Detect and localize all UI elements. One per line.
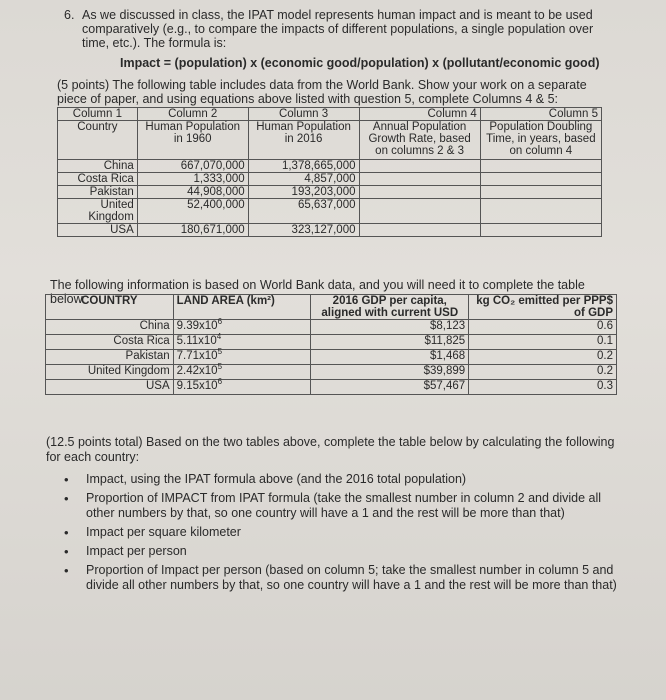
- col-number-2: Column 2: [137, 108, 248, 121]
- gdp-cell: $1,468: [311, 350, 469, 365]
- task-instructions: (12.5 points total) Based on the two tables above, complete the table below by calculating the following for each country:: [46, 435, 615, 464]
- table-row: [46, 350, 617, 365]
- table-row: [58, 186, 602, 199]
- country-cell: Pakistan: [58, 186, 138, 199]
- country-cell: China: [58, 160, 138, 173]
- table-row: [46, 365, 617, 380]
- table-row: [46, 335, 617, 350]
- table-row: [46, 320, 617, 335]
- co2-cell: 0.1: [469, 335, 617, 350]
- world-bank-intro: The following information is based on World Bank data, and you will need it to complete the table below.: [50, 278, 585, 306]
- country-cell: USA: [46, 380, 174, 395]
- col-number-1: Column 1: [58, 108, 138, 121]
- col-label-doubling-time: Population Doubling Time, in years, based on column 4: [480, 121, 601, 160]
- doubling-time-cell[interactable]: [480, 173, 601, 186]
- doubling-time-cell[interactable]: [480, 160, 601, 173]
- list-item: • Impact per square kilometer: [64, 525, 624, 540]
- pop1960-cell: 52,400,000: [137, 199, 248, 224]
- gdp-cell: $57,467: [311, 380, 469, 395]
- table-row: [58, 199, 602, 224]
- header-country: COUNTRY: [46, 295, 174, 320]
- country-cell: Costa Rica: [46, 335, 174, 350]
- co2-cell: 0.6: [469, 320, 617, 335]
- co2-cell: 0.2: [469, 365, 617, 380]
- table-row: [46, 380, 617, 395]
- col-label-growth-rate: Annual Population Growth Rate, based on columns 2 & 3: [359, 121, 480, 160]
- list-item: • Proportion of IMPACT from IPAT formula (take the smallest number in column 2 and divide all other numbers by that, so one country will have a 1 and the rest will be more than that): [64, 491, 624, 521]
- column-number-row: [58, 108, 602, 121]
- col-label-country: Country: [58, 121, 138, 160]
- header-gdp: 2016 GDP per capita, aligned with current USD: [311, 295, 469, 320]
- land-area-cell: $5.11x10^4$: [173, 335, 311, 350]
- doubling-time-cell[interactable]: [480, 186, 601, 199]
- doubling-time-cell[interactable]: [480, 224, 601, 237]
- co2-cell: 0.3: [469, 380, 617, 395]
- growth-rate-cell[interactable]: [359, 173, 480, 186]
- country-cell: United Kingdom: [46, 365, 174, 380]
- growth-rate-cell[interactable]: [359, 160, 480, 173]
- pop2016-cell: 65,637,000: [248, 199, 359, 224]
- column-label-row: [58, 121, 602, 160]
- header-co2: kg CO₂ emitted per PPP$ of GDP: [469, 295, 617, 320]
- col-number-4: Column 4: [359, 108, 480, 121]
- table-row: [58, 224, 602, 237]
- growth-rate-cell[interactable]: [359, 199, 480, 224]
- country-cell: United Kingdom: [58, 199, 138, 224]
- country-cell: China: [46, 320, 174, 335]
- growth-rate-cell[interactable]: [359, 186, 480, 199]
- list-item: • Impact per person: [64, 544, 624, 559]
- land-area-cell: $2.42x10^5$: [173, 365, 311, 380]
- task-bullet-list: [64, 472, 624, 597]
- gdp-cell: $11,825: [311, 335, 469, 350]
- col-label-pop1960: Human Population in 1960: [137, 121, 248, 160]
- pop1960-cell: 1,333,000: [137, 173, 248, 186]
- gdp-cell: $8,123: [311, 320, 469, 335]
- col-number-3: Column 3: [248, 108, 359, 121]
- pop2016-cell: 323,127,000: [248, 224, 359, 237]
- question-number: 6.: [64, 8, 75, 22]
- pop2016-cell: 4,857,000: [248, 173, 359, 186]
- header-land-area: LAND AREA (km²): [173, 295, 311, 320]
- growth-rate-cell[interactable]: [359, 224, 480, 237]
- co2-cell: 0.2: [469, 350, 617, 365]
- list-item: • Impact, using the IPAT formula above (and the 2016 total population): [64, 472, 624, 487]
- gdp-cell: $39,899: [311, 365, 469, 380]
- pop2016-cell: 193,203,000: [248, 186, 359, 199]
- land-area-cell: $9.15x10^6$: [173, 380, 311, 395]
- table-row: [58, 173, 602, 186]
- doubling-time-cell[interactable]: [480, 199, 601, 224]
- country-cell: Costa Rica: [58, 173, 138, 186]
- country-cell: Pakistan: [46, 350, 174, 365]
- pop1960-cell: 180,671,000: [137, 224, 248, 237]
- table-row: [58, 160, 602, 173]
- country-cell: USA: [58, 224, 138, 237]
- world-bank-table: [45, 294, 617, 395]
- list-item: • Proportion of Impact per person (based on column 5; take the smallest number in column 5 and divide all other numbers by that, so one country will have a 1 and the rest will be more than that): [64, 563, 624, 593]
- col-number-5: Column 5: [480, 108, 601, 121]
- population-table: [57, 107, 602, 237]
- pop1960-cell: 667,070,000: [137, 160, 248, 173]
- land-area-cell: $7.71x10^5$: [173, 350, 311, 365]
- pop1960-cell: 44,908,000: [137, 186, 248, 199]
- question-text: As we discussed in class, the IPAT model represents human impact and is meant to be used comparatively (e.g., to compare the impacts of different populations, a single population over time, etc.). The formula is:: [82, 8, 594, 50]
- part-5-instructions: (5 points) The following table includes data from the World Bank. Show your work on a separate piece of paper, and using equations above listed with question 5, complete Columns 4 & 5:: [57, 78, 587, 106]
- ipat-formula: Impact = (population) x (economic good/population) x (pollutant/economic good): [120, 56, 600, 70]
- pop2016-cell: 1,378,665,000: [248, 160, 359, 173]
- land-area-cell: $9.39x10^6$: [173, 320, 311, 335]
- col-label-pop2016: Human Population in 2016: [248, 121, 359, 160]
- header-row: [46, 295, 617, 320]
